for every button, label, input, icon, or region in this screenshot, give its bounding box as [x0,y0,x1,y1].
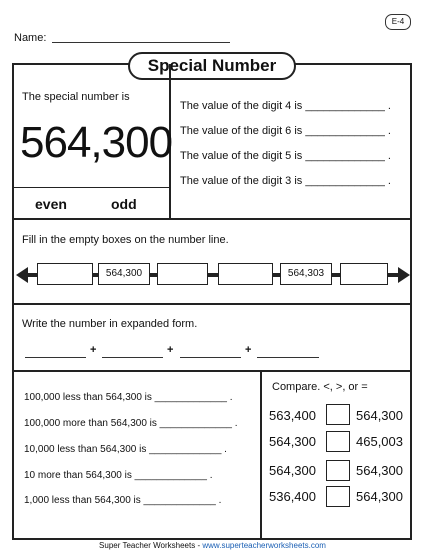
compare-right-1: 564,300 [356,408,403,423]
number-line-box-2: 564,300 [98,263,150,285]
plus-sign-1: + [90,344,97,356]
odd-option[interactable]: odd [111,196,137,212]
number-line-box-3[interactable] [157,263,208,285]
relation-line-3: 10,000 less than 564,300 is _____________ . [24,444,227,455]
footer-brand: Super Teacher Worksheets - [99,541,203,550]
plus-sign-2: + [167,344,174,356]
compare-left-1: 563,400 [269,408,316,423]
compare-right-3: 564,300 [356,463,403,478]
relation-line-5: 1,000 less than 564,300 is _____________ . [24,495,222,506]
compare-left-2: 564,300 [269,434,316,449]
even-odd-divider [13,187,169,188]
compare-instruction: Compare. <, >, or = [272,381,368,393]
worksheet-code-badge: E-4 [385,14,411,30]
footer-url[interactable]: www.superteacherworksheets.com [202,541,326,550]
compare-box-4[interactable] [326,486,350,507]
special-number-intro: The special number is [22,91,130,103]
divider-2 [12,303,412,305]
footer [0,541,425,550]
digit-value-line-5: The value of the digit 5 is _____________ . [180,150,391,162]
compare-right-2: 465,003 [356,434,403,449]
relation-line-2: 100,000 more than 564,300 is _____________ . [24,418,238,429]
compare-right-4: 564,300 [356,489,403,504]
compare-left-4: 536,400 [269,489,316,504]
number-line-box-1[interactable] [37,263,93,285]
digit-value-line-6: The value of the digit 6 is _____________ . [180,125,391,137]
expanded-form-instruction: Write the number in expanded form. [22,318,198,330]
expanded-blank-4[interactable] [257,357,319,358]
digit-value-line-3: The value of the digit 3 is _____________ . [180,175,391,187]
expanded-blank-3[interactable] [180,357,241,358]
worksheet-title: Special Number [128,52,296,80]
compare-box-2[interactable] [326,431,350,452]
expanded-blank-2[interactable] [102,357,163,358]
relation-line-1: 100,000 less than 564,300 is _____________ . [24,392,233,403]
compare-box-3[interactable] [326,460,350,481]
number-line-box-4[interactable] [218,263,273,285]
number-line-box-5: 564,303 [280,263,332,285]
divider-1 [12,218,412,220]
number-line-box-6[interactable] [340,263,388,285]
divider-vertical-bottom [260,371,262,539]
compare-left-3: 564,300 [269,463,316,478]
arrow-right-icon [398,267,410,283]
compare-box-1[interactable] [326,404,350,425]
special-number: 564,300 [20,118,173,167]
name-line [52,42,230,43]
even-option[interactable]: even [35,196,67,212]
plus-sign-3: + [245,344,252,356]
digit-value-line-4: The value of the digit 4 is _____________ . [180,100,391,112]
divider-3 [12,370,412,372]
name-label: Name: [14,32,47,44]
number-line-instruction: Fill in the empty boxes on the number line. [22,234,229,246]
relation-line-4: 10 more than 564,300 is _____________ . [24,470,213,481]
arrow-left-icon [16,267,28,283]
expanded-blank-1[interactable] [25,357,86,358]
